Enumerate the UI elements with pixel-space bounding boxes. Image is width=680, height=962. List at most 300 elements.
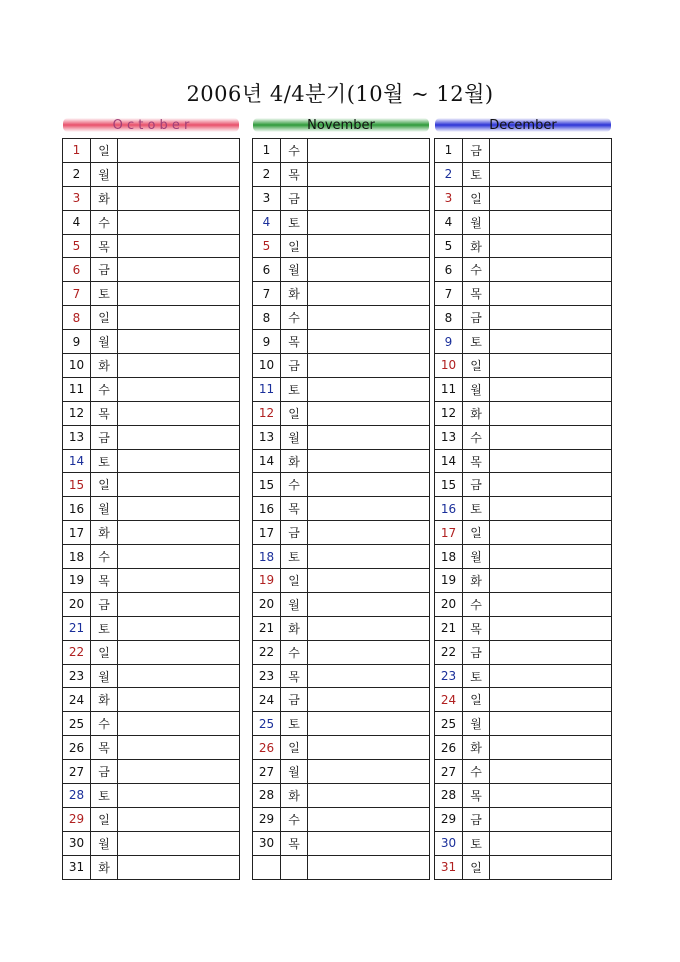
note-cell[interactable]: [308, 210, 430, 234]
day-row: [253, 784, 430, 808]
note-cell[interactable]: [308, 377, 430, 401]
weekday: 화: [463, 234, 490, 258]
day-row: [63, 210, 240, 234]
note-cell[interactable]: [118, 282, 240, 306]
day-number: 15: [63, 473, 91, 497]
day-number: 9: [253, 330, 281, 354]
day-row: [253, 401, 430, 425]
day-number: 9: [435, 330, 463, 354]
note-cell[interactable]: [118, 736, 240, 760]
note-cell[interactable]: [308, 784, 430, 808]
day-number: 24: [253, 688, 281, 712]
month-december: [434, 118, 612, 880]
day-row: [253, 688, 430, 712]
note-cell[interactable]: [490, 306, 612, 330]
note-cell[interactable]: [118, 616, 240, 640]
day-number: 25: [253, 712, 281, 736]
weekday: 월: [91, 831, 118, 855]
note-cell[interactable]: [118, 497, 240, 521]
day-row: [253, 354, 430, 378]
day-row: [253, 736, 430, 760]
day-row: [435, 736, 612, 760]
day-row: [63, 377, 240, 401]
weekday: 화: [281, 449, 308, 473]
note-cell[interactable]: [490, 234, 612, 258]
weekday: 토: [281, 712, 308, 736]
weekday: 토: [91, 784, 118, 808]
day-row: [63, 306, 240, 330]
note-cell[interactable]: [118, 640, 240, 664]
day-number: 17: [435, 521, 463, 545]
days-table-december: [434, 138, 612, 880]
day-number: 9: [63, 330, 91, 354]
day-number: 16: [253, 497, 281, 521]
note-cell[interactable]: [490, 592, 612, 616]
day-row: [435, 401, 612, 425]
note-cell[interactable]: [308, 258, 430, 282]
day-number: 7: [63, 282, 91, 306]
day-number: 19: [435, 569, 463, 593]
day-row: [63, 712, 240, 736]
weekday: 일: [463, 186, 490, 210]
day-number: 23: [435, 664, 463, 688]
day-row: [63, 592, 240, 616]
note-cell[interactable]: [490, 282, 612, 306]
day-row: [253, 807, 430, 831]
note-cell[interactable]: [118, 330, 240, 354]
weekday: 일: [463, 354, 490, 378]
note-cell[interactable]: [308, 831, 430, 855]
note-cell[interactable]: [308, 640, 430, 664]
day-number: 10: [253, 354, 281, 378]
day-row: [253, 234, 430, 258]
note-cell[interactable]: [308, 186, 430, 210]
note-cell[interactable]: [118, 473, 240, 497]
weekday: 목: [91, 569, 118, 593]
weekday: 토: [463, 497, 490, 521]
day-row: [435, 545, 612, 569]
day-number: 27: [253, 760, 281, 784]
weekday: 금: [463, 807, 490, 831]
weekday: 토: [463, 664, 490, 688]
note-cell[interactable]: [118, 234, 240, 258]
day-row: [253, 306, 430, 330]
day-row: [253, 330, 430, 354]
weekday: 수: [281, 473, 308, 497]
weekday: 목: [281, 330, 308, 354]
note-cell[interactable]: [308, 569, 430, 593]
note-cell[interactable]: [490, 473, 612, 497]
note-cell[interactable]: [118, 306, 240, 330]
day-number: 10: [435, 354, 463, 378]
day-number: 27: [63, 760, 91, 784]
day-row: [63, 664, 240, 688]
note-cell[interactable]: [490, 545, 612, 569]
day-row: [435, 855, 612, 879]
weekday: 목: [463, 449, 490, 473]
note-cell[interactable]: [118, 162, 240, 186]
weekday: 금: [91, 760, 118, 784]
note-cell[interactable]: [490, 664, 612, 688]
days-table-october: [62, 138, 240, 880]
month-header-december: [435, 118, 611, 132]
day-row: [435, 377, 612, 401]
note-cell[interactable]: [118, 521, 240, 545]
weekday: 금: [281, 688, 308, 712]
day-number: 5: [63, 234, 91, 258]
note-cell[interactable]: [118, 210, 240, 234]
weekday: 화: [91, 186, 118, 210]
day-row: [63, 569, 240, 593]
weekday: 일: [91, 139, 118, 163]
day-row: [253, 377, 430, 401]
day-number: 15: [435, 473, 463, 497]
weekday: 금: [463, 139, 490, 163]
day-number: 7: [435, 282, 463, 306]
day-number: 5: [435, 234, 463, 258]
day-row: [253, 664, 430, 688]
weekday: 토: [463, 831, 490, 855]
day-row: [63, 162, 240, 186]
note-cell[interactable]: [490, 831, 612, 855]
weekday: 화: [281, 784, 308, 808]
weekday: 수: [281, 640, 308, 664]
month-name: O c t o b e r: [112, 118, 190, 133]
weekday: 일: [91, 473, 118, 497]
day-number: 21: [63, 616, 91, 640]
day-row: [63, 330, 240, 354]
day-row: [435, 330, 612, 354]
note-cell[interactable]: [308, 330, 430, 354]
note-cell[interactable]: [308, 760, 430, 784]
weekday: 화: [91, 855, 118, 879]
day-number: 6: [63, 258, 91, 282]
note-cell[interactable]: [490, 497, 612, 521]
weekday: 월: [463, 210, 490, 234]
note-cell[interactable]: [490, 521, 612, 545]
day-row: [63, 616, 240, 640]
note-cell[interactable]: [308, 401, 430, 425]
weekday: 목: [281, 162, 308, 186]
day-number: 20: [253, 592, 281, 616]
day-row: [435, 306, 612, 330]
day-number: 8: [253, 306, 281, 330]
weekday: 일: [281, 401, 308, 425]
day-row: [435, 186, 612, 210]
weekday: 목: [281, 831, 308, 855]
weekday: 금: [281, 186, 308, 210]
day-number: 8: [435, 306, 463, 330]
note-cell[interactable]: [490, 258, 612, 282]
weekday: 일: [91, 306, 118, 330]
day-row: [435, 139, 612, 163]
day-row: [253, 210, 430, 234]
weekday: 토: [91, 449, 118, 473]
weekday: 금: [463, 306, 490, 330]
day-number: 18: [435, 545, 463, 569]
note-cell[interactable]: [308, 497, 430, 521]
note-cell[interactable]: [118, 760, 240, 784]
weekday: 일: [281, 234, 308, 258]
note-cell[interactable]: [490, 162, 612, 186]
note-cell[interactable]: [490, 354, 612, 378]
weekday: 월: [281, 760, 308, 784]
note-cell[interactable]: [118, 664, 240, 688]
note-cell[interactable]: [490, 784, 612, 808]
weekday: [281, 855, 308, 879]
day-number: 23: [63, 664, 91, 688]
note-cell[interactable]: [118, 855, 240, 879]
day-row: [63, 473, 240, 497]
day-number: 13: [435, 425, 463, 449]
day-number: 15: [253, 473, 281, 497]
day-number: 20: [435, 592, 463, 616]
note-cell[interactable]: [118, 784, 240, 808]
day-row: [435, 688, 612, 712]
day-row: [63, 449, 240, 473]
days-table-november: [252, 138, 430, 880]
day-row: [253, 569, 430, 593]
day-row: [435, 807, 612, 831]
day-row: [253, 497, 430, 521]
day-row: [253, 139, 430, 163]
weekday: 월: [91, 162, 118, 186]
day-number: 12: [435, 401, 463, 425]
month-header-october: [63, 118, 239, 132]
note-cell[interactable]: [308, 592, 430, 616]
weekday: 토: [281, 545, 308, 569]
month-name: November: [307, 118, 375, 133]
day-number: 14: [253, 449, 281, 473]
note-cell[interactable]: [490, 640, 612, 664]
weekday: 화: [281, 282, 308, 306]
note-cell[interactable]: [490, 569, 612, 593]
note-cell[interactable]: [490, 401, 612, 425]
weekday: 토: [281, 210, 308, 234]
note-cell[interactable]: [308, 282, 430, 306]
note-cell[interactable]: [490, 449, 612, 473]
weekday: 월: [91, 497, 118, 521]
day-row: [63, 831, 240, 855]
day-row: [63, 234, 240, 258]
day-row: [253, 186, 430, 210]
weekday: 목: [91, 736, 118, 760]
note-cell[interactable]: [118, 186, 240, 210]
note-cell[interactable]: [308, 807, 430, 831]
note-cell[interactable]: [308, 306, 430, 330]
day-number: 6: [435, 258, 463, 282]
note-cell[interactable]: [490, 712, 612, 736]
note-cell[interactable]: [490, 377, 612, 401]
note-cell[interactable]: [308, 425, 430, 449]
note-cell[interactable]: [118, 258, 240, 282]
day-number: 7: [253, 282, 281, 306]
day-row: [63, 640, 240, 664]
day-number: 3: [253, 186, 281, 210]
note-cell[interactable]: [118, 592, 240, 616]
note-cell[interactable]: [118, 688, 240, 712]
weekday: 수: [281, 139, 308, 163]
day-number: 31: [63, 855, 91, 879]
day-number: 3: [435, 186, 463, 210]
note-cell[interactable]: [308, 664, 430, 688]
weekday: 목: [91, 401, 118, 425]
note-cell[interactable]: [490, 186, 612, 210]
day-row: [63, 736, 240, 760]
day-row: [253, 258, 430, 282]
day-number: 21: [435, 616, 463, 640]
day-number: 8: [63, 306, 91, 330]
note-cell[interactable]: [308, 688, 430, 712]
day-number: 29: [253, 807, 281, 831]
weekday: 화: [463, 401, 490, 425]
day-number: 3: [63, 186, 91, 210]
day-number: 10: [63, 354, 91, 378]
day-row: [253, 521, 430, 545]
day-row: [435, 592, 612, 616]
day-row: [435, 712, 612, 736]
note-cell[interactable]: [308, 473, 430, 497]
note-cell[interactable]: [118, 139, 240, 163]
day-row: [63, 760, 240, 784]
weekday: 화: [91, 521, 118, 545]
note-cell[interactable]: [308, 545, 430, 569]
note-cell[interactable]: [118, 807, 240, 831]
weekday: 목: [463, 282, 490, 306]
note-cell[interactable]: [308, 521, 430, 545]
note-cell[interactable]: [118, 545, 240, 569]
day-number: 19: [253, 569, 281, 593]
note-cell[interactable]: [118, 354, 240, 378]
note-cell[interactable]: [490, 330, 612, 354]
weekday: 일: [91, 640, 118, 664]
day-number: 11: [63, 377, 91, 401]
day-row: [253, 282, 430, 306]
day-row: [435, 784, 612, 808]
day-row: [253, 592, 430, 616]
day-number: 29: [63, 807, 91, 831]
page-title: 2006년 4/4분기(10월 ~ 12월): [186, 82, 494, 106]
weekday: 목: [281, 664, 308, 688]
weekday: 월: [91, 664, 118, 688]
month-header-november: [253, 118, 429, 132]
weekday: 토: [281, 377, 308, 401]
weekday: 수: [281, 807, 308, 831]
day-number: 26: [253, 736, 281, 760]
weekday: 화: [91, 354, 118, 378]
note-cell[interactable]: [308, 449, 430, 473]
note-cell[interactable]: [308, 736, 430, 760]
note-cell[interactable]: [490, 616, 612, 640]
note-cell[interactable]: [308, 162, 430, 186]
note-cell[interactable]: [308, 712, 430, 736]
weekday: 월: [463, 712, 490, 736]
day-number: 30: [253, 831, 281, 855]
note-cell[interactable]: [490, 139, 612, 163]
day-row: [253, 162, 430, 186]
weekday: 월: [463, 377, 490, 401]
day-number: 17: [253, 521, 281, 545]
note-cell[interactable]: [308, 139, 430, 163]
day-row: [63, 258, 240, 282]
day-number: 24: [63, 688, 91, 712]
note-cell[interactable]: [308, 616, 430, 640]
day-number: 30: [435, 831, 463, 855]
day-number: 28: [253, 784, 281, 808]
weekday: 목: [463, 784, 490, 808]
note-cell[interactable]: [118, 425, 240, 449]
note-cell[interactable]: [490, 736, 612, 760]
day-number: 16: [63, 497, 91, 521]
weekday: 토: [463, 162, 490, 186]
day-number: 2: [63, 162, 91, 186]
day-row: [253, 760, 430, 784]
note-cell[interactable]: [118, 831, 240, 855]
day-row: [435, 258, 612, 282]
weekday: 금: [281, 354, 308, 378]
day-row: [253, 473, 430, 497]
day-row: [253, 831, 430, 855]
weekday: 금: [91, 258, 118, 282]
weekday: 화: [281, 616, 308, 640]
day-row: [253, 545, 430, 569]
note-cell[interactable]: [118, 569, 240, 593]
day-number: 4: [63, 210, 91, 234]
note-cell[interactable]: [490, 688, 612, 712]
note-cell[interactable]: [308, 855, 430, 879]
note-cell[interactable]: [118, 401, 240, 425]
weekday: 수: [463, 425, 490, 449]
day-number: 21: [253, 616, 281, 640]
day-row: [253, 712, 430, 736]
note-cell[interactable]: [308, 234, 430, 258]
weekday: 금: [281, 521, 308, 545]
note-cell[interactable]: [490, 210, 612, 234]
note-cell[interactable]: [490, 807, 612, 831]
note-cell[interactable]: [118, 712, 240, 736]
day-row: [435, 162, 612, 186]
day-number: [253, 855, 281, 879]
day-number: 1: [63, 139, 91, 163]
weekday: 일: [91, 807, 118, 831]
day-number: 25: [435, 712, 463, 736]
day-number: 11: [253, 377, 281, 401]
day-number: 2: [435, 162, 463, 186]
note-cell[interactable]: [308, 354, 430, 378]
day-number: 13: [253, 425, 281, 449]
note-cell[interactable]: [118, 377, 240, 401]
day-row: [63, 186, 240, 210]
weekday: 토: [91, 616, 118, 640]
day-number: 12: [63, 401, 91, 425]
day-number: 18: [253, 545, 281, 569]
note-cell[interactable]: [118, 449, 240, 473]
day-number: 18: [63, 545, 91, 569]
day-row: [435, 521, 612, 545]
day-number: 5: [253, 234, 281, 258]
weekday: 화: [463, 736, 490, 760]
day-number: 2: [253, 162, 281, 186]
weekday: 수: [91, 712, 118, 736]
note-cell[interactable]: [490, 760, 612, 784]
weekday: 수: [91, 377, 118, 401]
note-cell[interactable]: [490, 425, 612, 449]
note-cell[interactable]: [490, 855, 612, 879]
weekday: 일: [463, 855, 490, 879]
weekday: 목: [281, 497, 308, 521]
day-number: 6: [253, 258, 281, 282]
day-row: [435, 425, 612, 449]
